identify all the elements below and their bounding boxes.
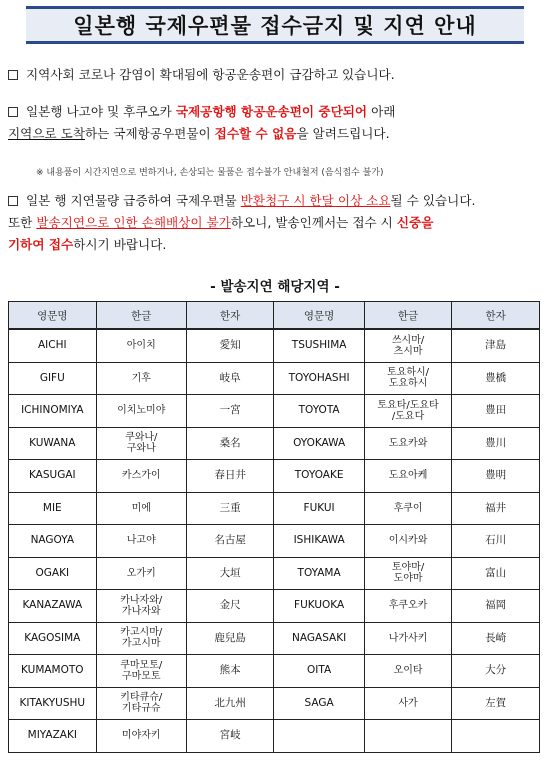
cell-english-1: KITAKYUSHU — [9, 687, 97, 720]
cell-korean-2: 도요아케 — [364, 460, 452, 493]
table-row — [9, 687, 540, 720]
cell-korean-1: 아이치 — [96, 329, 186, 362]
cell-english-1: KAGOSIMA — [9, 622, 97, 655]
checkbox-icon — [8, 196, 18, 206]
cell-korean-2: 쓰시마/ 츠시마 — [364, 329, 452, 362]
cell-kanji-2: 津島 — [452, 329, 540, 362]
cell-korean-1: 미에 — [96, 492, 186, 525]
cell-english-1: KANAZAWA — [9, 590, 97, 623]
delayed-regions-table — [8, 301, 540, 753]
cell-kanji-1: 名古屋 — [186, 525, 274, 558]
cell-english-1: GIFU — [9, 362, 97, 395]
cell-korean-2: 토야마/ 도야마 — [364, 557, 452, 590]
p3-emphasis-2: 발송지연으로 인한 손해배상이 불가 — [36, 215, 231, 230]
cell-english-1: MIYAZAKI — [9, 720, 97, 753]
cell-english-2: TOYAMA — [274, 557, 364, 590]
cell-english-1: NAGOYA — [9, 525, 97, 558]
cell-english-2: TSUSHIMA — [274, 329, 364, 362]
checkbox-icon — [8, 107, 18, 117]
p2-text-2: 아래 — [367, 104, 396, 119]
cell-kanji-2: 豊明 — [452, 460, 540, 493]
p3-text-1: 일본 행 지연물량 급증하여 국제우편물 — [26, 193, 241, 208]
table-row — [9, 590, 540, 623]
p2-text-4: 을 알려드립니다. — [296, 126, 390, 141]
cell-english-2: OYOKAWA — [274, 427, 364, 460]
cell-english-1: KUWANA — [9, 427, 97, 460]
paragraph-1 — [8, 64, 542, 86]
p3-text-3: 또한 — [8, 215, 37, 230]
cell-korean-2: 도요카와 — [364, 427, 452, 460]
cell-kanji-2: 左賀 — [452, 687, 540, 720]
paragraph-1-text: 지역사회 코로나 감염이 확대됨에 항공운송편이 급감하고 있습니다. — [26, 67, 395, 82]
p3-emphasis-4: 기하여 접수 — [8, 237, 74, 252]
cell-kanji-1: 愛知 — [186, 329, 274, 362]
cell-korean-1: 카나자와/ 가나자와 — [96, 590, 186, 623]
cell-english-2: FUKUI — [274, 492, 364, 525]
cell-kanji-1: 北九州 — [186, 687, 274, 720]
cell-english-1: KASUGAI — [9, 460, 97, 493]
cell-kanji-1: 春日井 — [186, 460, 274, 493]
cell-korean-1: 나고야 — [96, 525, 186, 558]
cell-korean-2: 토요타/도요타 /도요다 — [364, 395, 452, 428]
p3-text-4: 하오니, 발송인께서는 접수 시 — [230, 215, 397, 230]
p2-text-3: 하는 국제항공우편물이 — [85, 126, 215, 141]
table-row — [9, 427, 540, 460]
cell-english-2: TOYOTA — [274, 395, 364, 428]
cell-korean-1: 키타큐슈/ 기타규슈 — [96, 687, 186, 720]
cell-korean-1: 미야자키 — [96, 720, 186, 753]
table-row — [9, 557, 540, 590]
p2-emphasis-1: 국제공항행 항공운송편이 중단되어 — [175, 104, 368, 119]
p2-emphasis-2: 접수할 수 없음 — [214, 126, 297, 141]
cell-korean-2: 후쿠오카 — [364, 590, 452, 623]
cell-english-2 — [274, 720, 364, 753]
cell-korean-1: 오가키 — [96, 557, 186, 590]
paragraph-2 — [8, 101, 542, 145]
table-row — [9, 525, 540, 558]
cell-kanji-2: 長崎 — [452, 622, 540, 655]
notice-title-box — [26, 6, 524, 44]
cell-english-1: KUMAMOTO — [9, 655, 97, 688]
cell-kanji-1: 三重 — [186, 492, 274, 525]
checkbox-icon — [8, 70, 18, 80]
table-row — [9, 655, 540, 688]
cell-kanji-2: 富山 — [452, 557, 540, 590]
header-kanji-1: 한자 — [186, 302, 274, 330]
p3-text-5: 하시기 바랍니다. — [73, 237, 167, 252]
cell-kanji-1: 熊本 — [186, 655, 274, 688]
p3-text-2: 될 수 있습니다. — [390, 193, 476, 208]
cell-korean-2: 이시카와 — [364, 525, 452, 558]
cell-kanji-1: 岐阜 — [186, 362, 274, 395]
footnote: ※ 내용품이 시간지연으로 변하거나, 손상되는 물품은 접수불가 안내철저 (음식접수 불가) — [36, 168, 384, 178]
cell-kanji-1: 大垣 — [186, 557, 274, 590]
table-header-row — [9, 302, 540, 330]
cell-kanji-1: 宮岐 — [186, 720, 274, 753]
table-row — [9, 720, 540, 753]
header-english-1: 영문명 — [9, 302, 97, 330]
cell-kanji-2: 福井 — [452, 492, 540, 525]
cell-korean-1: 기후 — [96, 362, 186, 395]
cell-korean-2: 사가 — [364, 687, 452, 720]
cell-english-1: AICHI — [9, 329, 97, 362]
cell-kanji-1: 一宮 — [186, 395, 274, 428]
cell-korean-1: 카스가이 — [96, 460, 186, 493]
cell-korean-2 — [364, 720, 452, 753]
paragraph-3 — [8, 190, 542, 256]
cell-english-2: TOYOHASHI — [274, 362, 364, 395]
cell-korean-2: 오이타 — [364, 655, 452, 688]
header-korean-2: 한글 — [364, 302, 452, 330]
cell-kanji-2: 大分 — [452, 655, 540, 688]
cell-korean-2: 나가사키 — [364, 622, 452, 655]
table-row — [9, 622, 540, 655]
table-row — [9, 362, 540, 395]
p3-emphasis-3: 신중을 — [396, 215, 434, 230]
cell-kanji-1: 桑名 — [186, 427, 274, 460]
table-row — [9, 460, 540, 493]
header-kanji-2: 한자 — [452, 302, 540, 330]
header-korean-1: 한글 — [96, 302, 186, 330]
cell-english-1: OGAKI — [9, 557, 97, 590]
cell-english-2: OITA — [274, 655, 364, 688]
cell-korean-1: 쿠와나/ 구와나 — [96, 427, 186, 460]
cell-english-2: TOYOAKE — [274, 460, 364, 493]
cell-korean-1: 쿠마모토/ 구마모토 — [96, 655, 186, 688]
cell-kanji-2 — [452, 720, 540, 753]
cell-english-2: SAGA — [274, 687, 364, 720]
table-row — [9, 395, 540, 428]
table-row — [9, 329, 540, 362]
cell-english-2: FUKUOKA — [274, 590, 364, 623]
cell-kanji-2: 福岡 — [452, 590, 540, 623]
header-english-2: 영문명 — [274, 302, 364, 330]
cell-kanji-2: 石川 — [452, 525, 540, 558]
p2-underlined: 지역으로 도착 — [8, 126, 85, 141]
table-row — [9, 492, 540, 525]
cell-english-2: NAGASAKI — [274, 622, 364, 655]
cell-english-2: ISHIKAWA — [274, 525, 364, 558]
table-title: - 발송지연 해당지역 - — [210, 279, 340, 295]
cell-kanji-1: 鹿兒島 — [186, 622, 274, 655]
cell-english-1: ICHINOMIYA — [9, 395, 97, 428]
notice-title: 일본행 국제우편물 접수금지 및 지연 안내 — [73, 14, 477, 38]
cell-korean-2: 후쿠이 — [364, 492, 452, 525]
cell-kanji-2: 豊橋 — [452, 362, 540, 395]
cell-korean-2: 토요하시/ 도요하시 — [364, 362, 452, 395]
cell-kanji-1: 金尺 — [186, 590, 274, 623]
cell-english-1: MIE — [9, 492, 97, 525]
p2-text-1: 일본행 나고야 및 후쿠오카 — [26, 104, 176, 119]
cell-korean-1: 카고시마/ 가고시마 — [96, 622, 186, 655]
cell-kanji-2: 豊田 — [452, 395, 540, 428]
cell-kanji-2: 豊川 — [452, 427, 540, 460]
cell-korean-1: 이치노미야 — [96, 395, 186, 428]
p3-emphasis-1: 반환청구 시 한달 이상 소요 — [240, 193, 391, 208]
